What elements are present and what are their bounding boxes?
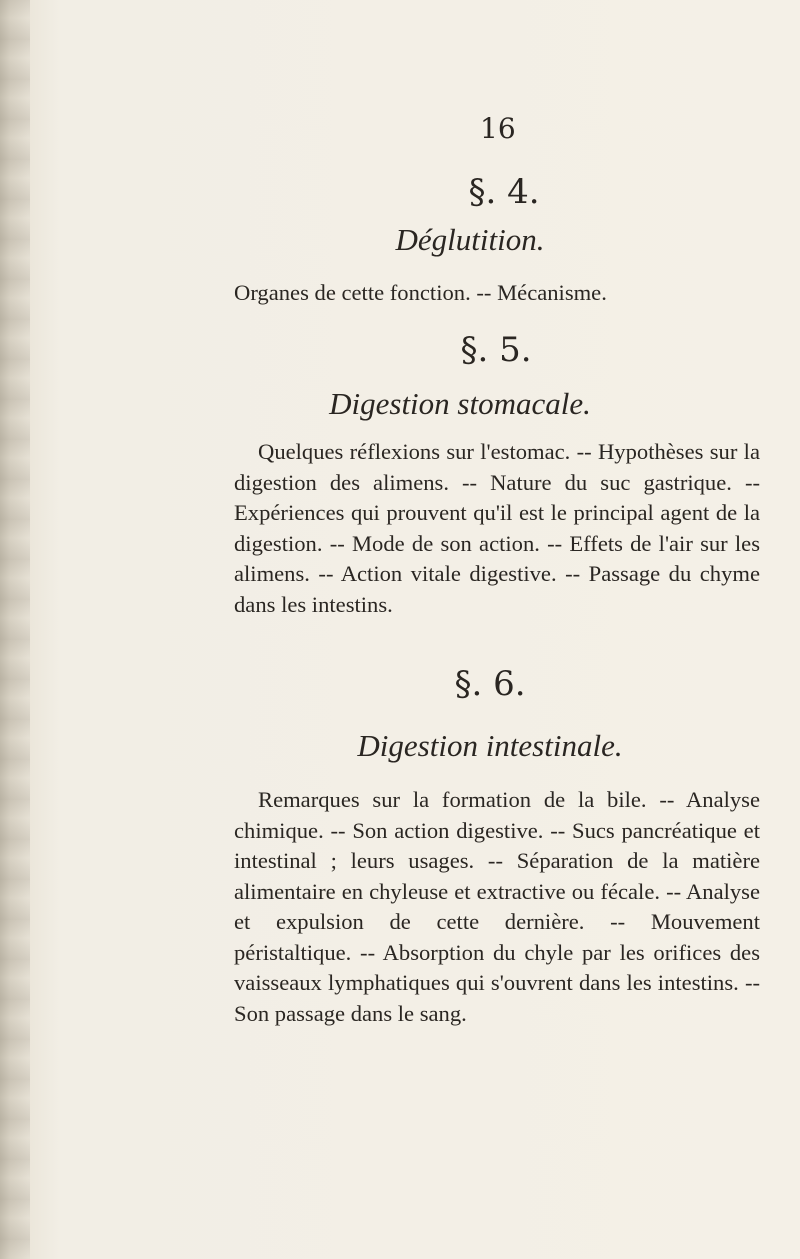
section-4-summary: Organes de cette fonction. -- Mécanisme.: [234, 280, 607, 305]
section-6-mark: §. 6.: [454, 664, 526, 704]
page-binding-edge: [0, 0, 30, 1259]
section-6-summary: Remarques sur la formation de la bile. -- Analyse chimique. -- Son action digestive. -- Sucs pancréatique et intestinal ; leurs usages. -- Séparation de la matière alimentaire en chyleuse et extractive ou fécale. -- Analyse et expulsion de cette dernière. -- Mouvement péristaltique. -- Absorption du chyle par les orifices des vaisseaux lymphatiques qui s'ouvrent dans les intestins. -- Son passage dans le sang.: [234, 787, 760, 1026]
section-5-summary: Quelques réflexions sur l'estomac. -- Hypothèses sur la digestion des alimens. -- Nature du suc gastrique. -- Expériences qui prouvent qu'il est le principal agent de la digestion. -- Mode de son action. -- Effets de l'air sur les alimens. -- Action vitale digestive. -- Passage du chyme dans les intestins.: [234, 439, 760, 617]
section-4-mark: §. 4.: [468, 172, 540, 212]
section-5-title: Digestion stomacale.: [329, 386, 591, 421]
section-6-title: Digestion intestinale.: [357, 728, 623, 763]
section-5-mark: §. 5.: [460, 330, 532, 370]
page-number: 16: [480, 112, 516, 145]
section-4-title: Déglutition.: [395, 222, 545, 257]
